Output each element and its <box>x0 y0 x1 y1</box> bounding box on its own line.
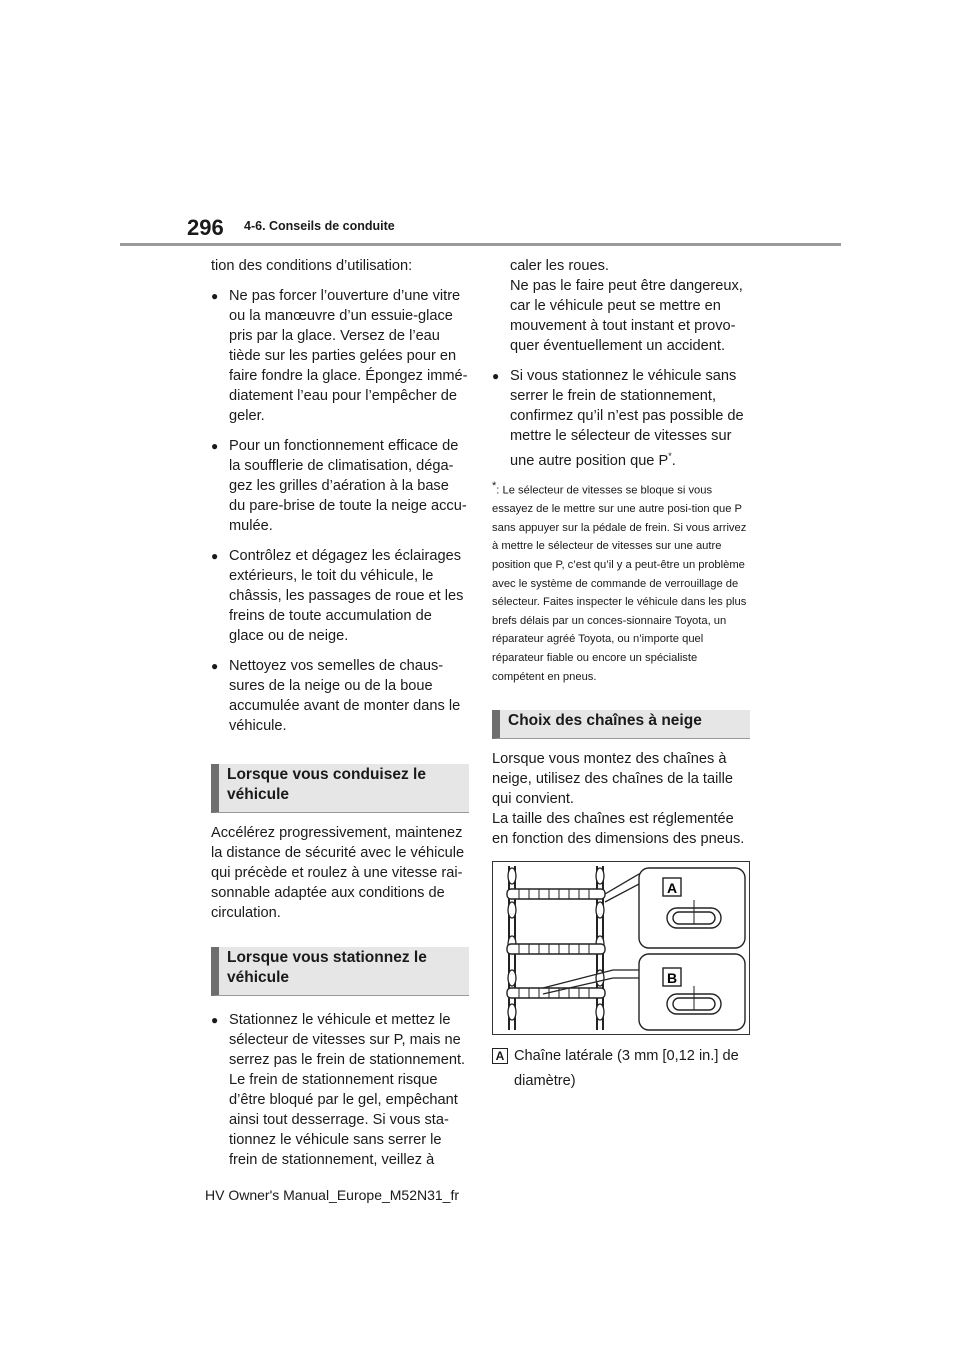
header-rule <box>120 243 841 246</box>
footnote-ref: * <box>668 451 672 461</box>
confirm-bullet <box>492 366 750 471</box>
footnote-mark: * <box>492 479 497 492</box>
snow-chain-illustration <box>493 862 749 1034</box>
heading-stationnez <box>211 947 469 996</box>
snow-chain-figure <box>492 861 750 1035</box>
bullet-item: ● Pour un fonctionnement efficace de la soufflerie de climatisation, déga-gez les grilles d’aération à la base du pare-brise de toute la neige accu-mulée. <box>211 436 469 536</box>
left-column <box>211 256 469 1170</box>
right-column <box>492 256 750 1091</box>
stationnez-bullet: ● Stationnez le véhicule et mettez le sélecteur de vitesses sur P, mais ne serrez pas le frein de stationnement. Le frein de stationnement risque d’être bloqué par le gel, empêchant ainsi tout desserrage. Si vous sta-tionnez le véhicule sans serrer le frein de stationnement, veillez à <box>211 1010 469 1170</box>
section-title: 4-6. Conseils de conduite <box>244 219 395 233</box>
bullet-item: ● Contrôlez et dégagez les éclairages extérieurs, le toit du véhicule, le châssis, les passages de roue et les freins de toute accumulation de glace ou de neige. <box>211 546 469 646</box>
heading-chaines-text: Choix des chaînes à neige <box>508 712 702 730</box>
heading-conduite-text: Lorsque vous conduisez le véhicule <box>227 766 426 803</box>
confirm-bullet-text: Si vous stationnez le véhicule sans serrer le frein de stationnement, confirmez qu’il n’est pas possible de mettre le sélecteur de vitesses sur une autre position que P <box>510 368 744 469</box>
chaines-text: Lorsque vous montez des chaînes à neige, utilisez des chaînes de la taille qui convient. La taille des chaînes est réglementée en fonction des dimensions des pneus. <box>492 751 745 848</box>
page-number: 296 <box>187 215 224 240</box>
heading-stationnez-text: Lorsque vous stationnez le véhicule <box>227 949 427 986</box>
conduite-text: Accélérez progressivement, maintenez la distance de sécurité avec le véhicule qui précède et roulez à une vitesse rai-sonnable adaptée aux conditions de circulation. <box>211 825 465 921</box>
bullet-period: . <box>671 452 676 469</box>
bullet-item: ● Nettoyez vos semelles de chaus-sures de la neige ou de la boue accumulée avant de monter dans le véhicule. <box>211 656 469 736</box>
footer-text: HV Owner's Manual_Europe_M52N31_fr <box>205 1187 460 1203</box>
heading-chaines <box>492 710 750 739</box>
footnote <box>492 477 750 686</box>
footnote-text: : Le sélecteur de vitesses se bloque si vous essayez de le mettre sur une autre posi-tion que P sans appuyer sur la pédale de frein. Si vous arrivez à mettre le sélecteur de vitesses sur une autre position que P, c’est qu’il y a peut-être un problème avec le système de commande de verrouillage de sélecteur. Faites inspecter le véhicule dans les plus brefs délais par un conces-sionnaire Toyota, un réparateur agréé Toyota, ou n’importe quel réparateur fiable ou encore un spécialiste compétent en pneus. <box>492 484 747 683</box>
figure-label-b: B <box>666 970 678 987</box>
heading-conduite <box>211 764 469 813</box>
caption-text: Chaîne latérale (3 mm [0,12 in.] de <box>514 1048 739 1065</box>
caption-label: A <box>492 1048 508 1064</box>
bullet-item: ● Ne pas forcer l’ouverture d’une vitre ou la manœuvre d’un essuie-glace pris par la glace. Versez de l’eau tiède sur les parties gelées pour en faire fondre la glace. Épongez immé-diatement l’eau pour l’empêcher de geler. <box>211 286 469 426</box>
continuation-text: caler les roues. Ne pas le faire peut être dangereux, car le véhicule peut se mettre en mouvement à tout instant et provo-quer éventuellement un accident. <box>510 258 743 354</box>
figure-label-a: A <box>666 880 678 897</box>
figure-caption <box>492 1045 750 1067</box>
caption-continuation: diamètre) <box>514 1073 576 1090</box>
intro-text: tion des conditions d’utilisation: <box>211 258 413 274</box>
